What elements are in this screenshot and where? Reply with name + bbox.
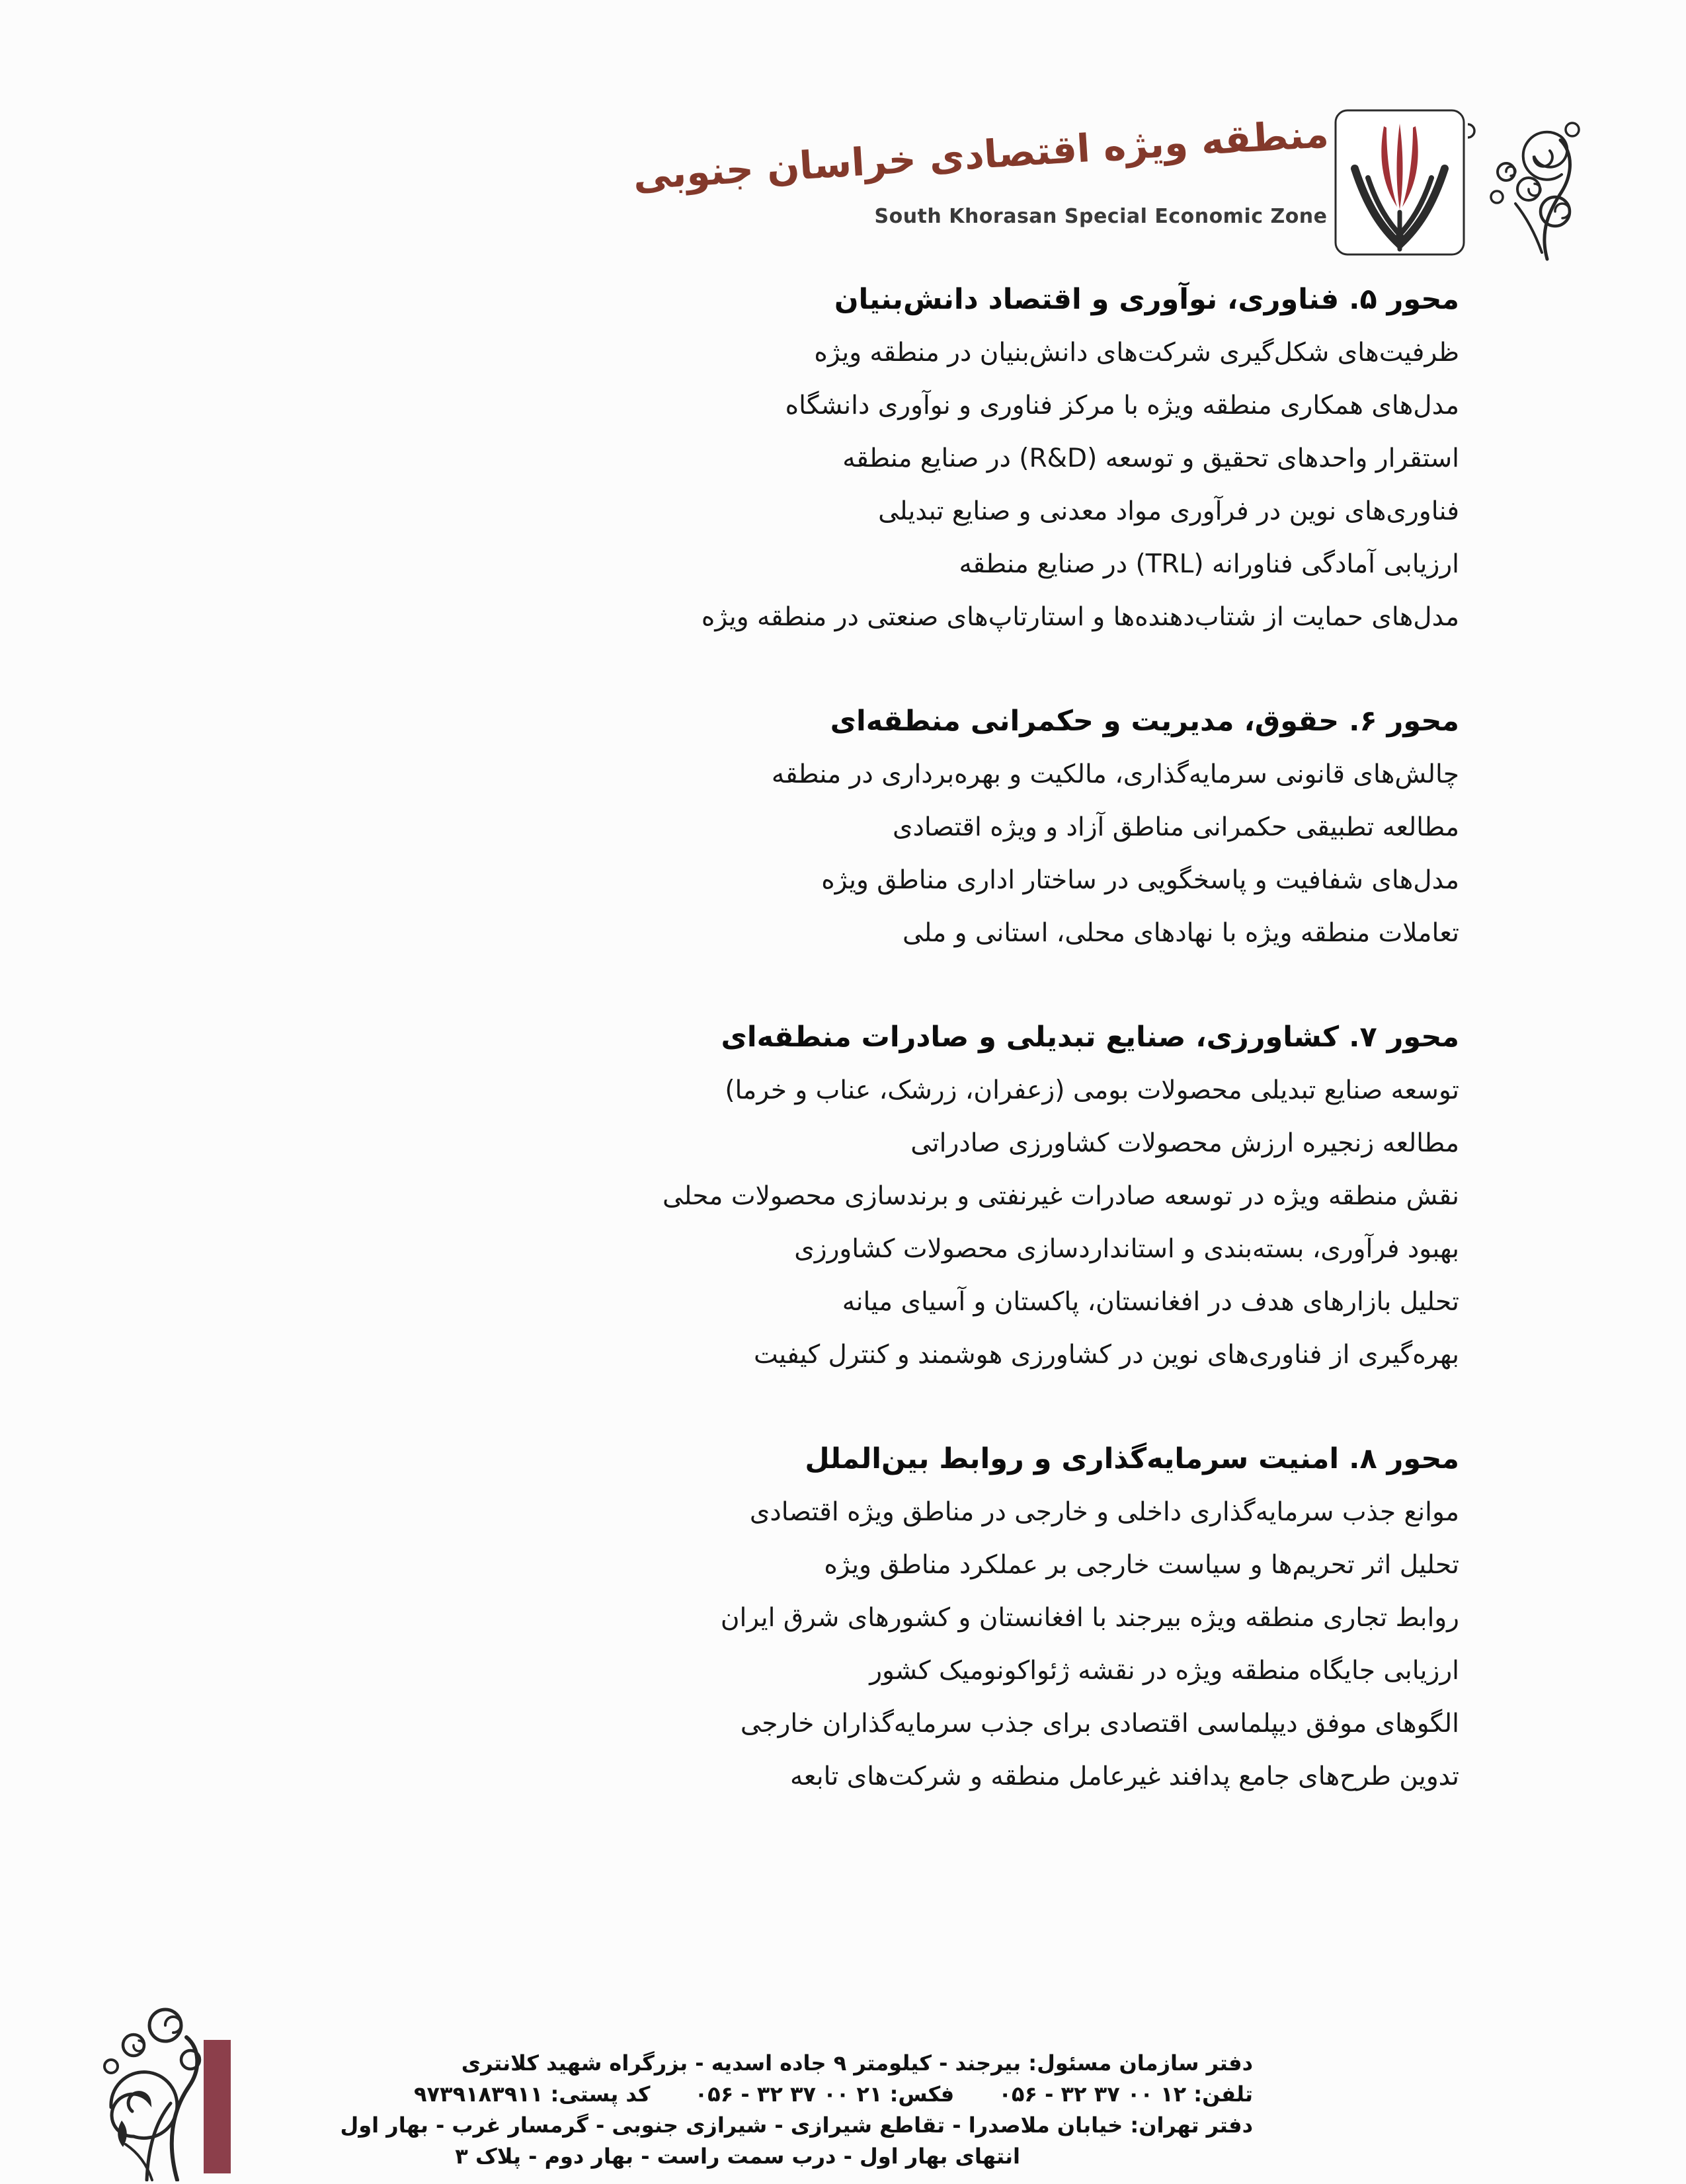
letterhead [631, 104, 1330, 228]
section-6 [198, 694, 1459, 960]
decorative-flourish-top-right [1468, 111, 1588, 262]
section-7 [198, 1010, 1459, 1382]
section-8-heading: محور ۸. امنیت سرمایه‌گذاری و روابط بین‌الملل [805, 1442, 1459, 1475]
fax-segment [695, 2082, 955, 2107]
section-7-heading: محور ۷. کشاورزی، صنایع تبدیلی و صادرات منطقه‌ای [721, 1021, 1459, 1054]
footer-main-office-line: دفتر سازمان مسئول: بیرجند - کیلومتر ۹ جاده اسدیه - بزرگراه شهید کلانتری [461, 2050, 1253, 2076]
section-6-heading: محور ۶. حقوق، مدیریت و حکمرانی منطقه‌ای [830, 705, 1459, 738]
section-8-item: تحلیل اثر تحریم‌ها و سیاست خارجی بر عملکرد مناطق ویژه [824, 1550, 1459, 1580]
phone-segment [998, 2082, 1253, 2107]
footer-contact-block [241, 2048, 1253, 2172]
footer-tehran-office-line2: انتهای بهار اول - درب سمت راست - بهار دوم - پلاک ۳ [455, 2144, 1020, 2169]
section-8 [198, 1432, 1459, 1803]
flourish-icon [48, 1982, 214, 2181]
section-8-item: موانع جذب سرمایه‌گذاری داخلی و خارجی در مناطق ویژه اقتصادی [749, 1497, 1459, 1527]
section-7-item: نقش منطقه ویژه در توسعه صادرات غیرنفتی و برندسازی محصولات محلی [662, 1181, 1459, 1211]
tulip-logo-icon [1333, 108, 1466, 257]
org-name-english: South Khorasan Special Economic Zone [874, 205, 1328, 228]
section-5-item: مدل‌های همکاری منطقه ویژه با مرکز فناوری و نوآوری دانشگاه [785, 391, 1459, 420]
org-name-farsi-calligraphy: منطقه ویژه اقتصادی خراسان جنوبی [631, 111, 1330, 199]
decorative-flourish-bottom-left [48, 1982, 214, 2181]
section-5-item: مدل‌های حمایت از شتاب‌دهنده‌ها و استارتاپ‌های صنعتی در منطقه ویژه [701, 602, 1459, 632]
section-5 [198, 272, 1459, 644]
fax-label: فکس: [889, 2082, 955, 2107]
section-6-item: مطالعه تطبیقی حکمرانی مناطق آزاد و ویژه اقتصادی [893, 812, 1459, 842]
section-5-item: ارزیابی آمادگی فناورانه (TRL) در صنایع منطقه [959, 549, 1459, 579]
document-body [198, 272, 1459, 1803]
section-7-item: توسعه صنایع تبدیلی محصولات بومی (زعفران، زرشک، عناب و خرما) [725, 1075, 1459, 1105]
postal-label: کد پستی: [550, 2082, 651, 2107]
section-8-item: الگوهای موفق دیپلماسی اقتصادی برای جذب سرمایه‌گذاران خارجی [740, 1709, 1459, 1738]
section-5-item: استقرار واحدهای تحقیق و توسعه (R&D) در صنایع منطقه [842, 444, 1459, 473]
section-7-item: تحلیل بازارهای هدف در افغانستان، پاکستان و آسیای میانه [842, 1287, 1459, 1317]
organization-logo [1333, 108, 1466, 257]
section-5-heading: محور ۵. فناوری، نوآوری و اقتصاد دانش‌بنیان [834, 283, 1459, 316]
postal-code: ۹۷۳۹۱۸۳۹۱۱ [413, 2082, 543, 2107]
section-8-item: ارزیابی جایگاه منطقه ویژه در نقشه ژئواکونومیک کشور [869, 1656, 1459, 1686]
footer-tehran-office-line: دفتر تهران: خیابان ملاصدرا - تقاطع شیرازی - شیرازی جنوبی - گرمسار غرب - بهار اول [340, 2113, 1253, 2138]
phone-number: ۰۵۶ - ۳۲ ۳۷ ۰۰ ۱۲ [998, 2082, 1187, 2107]
footer-phone-line [241, 2079, 1253, 2110]
section-7-item: بهبود فرآوری، بسته‌بندی و استانداردسازی محصولات کشاورزی [794, 1234, 1459, 1264]
postal-segment [414, 2082, 651, 2107]
section-5-item: فناوری‌های نوین در فرآوری مواد معدنی و صنایع تبدیلی [878, 496, 1459, 526]
section-5-item: ظرفیت‌های شکل‌گیری شرکت‌های دانش‌بنیان در منطقه ویژه [814, 338, 1459, 368]
section-6-item: تعاملات منطقه ویژه با نهادهای محلی، استانی و ملی [902, 918, 1459, 948]
section-6-item: مدل‌های شفافیت و پاسخگویی در ساختار اداری مناطق ویژه [821, 865, 1459, 895]
section-8-item: تدوین طرح‌های جامع پدافند غیرعامل منطقه و شرکت‌های تابعه [789, 1762, 1459, 1791]
fax-number: ۰۵۶ - ۳۲ ۳۷ ۰۰ ۲۱ [694, 2082, 883, 2107]
section-6-item: چالش‌های قانونی سرمایه‌گذاری، مالکیت و بهره‌برداری در منطقه [771, 760, 1459, 789]
phone-label: تلفن: [1193, 2082, 1253, 2107]
section-8-item: روابط تجاری منطقه ویژه بیرجند با افغانستان و کشورهای شرق ایران [720, 1603, 1459, 1633]
section-7-item: مطالعه زنجیره ارزش محصولات کشاورزی صادراتی [910, 1128, 1459, 1158]
section-7-item: بهره‌گیری از فناوری‌های نوین در کشاورزی هوشمند و کنترل کیفیت [754, 1340, 1459, 1370]
flourish-icon [1468, 111, 1588, 262]
